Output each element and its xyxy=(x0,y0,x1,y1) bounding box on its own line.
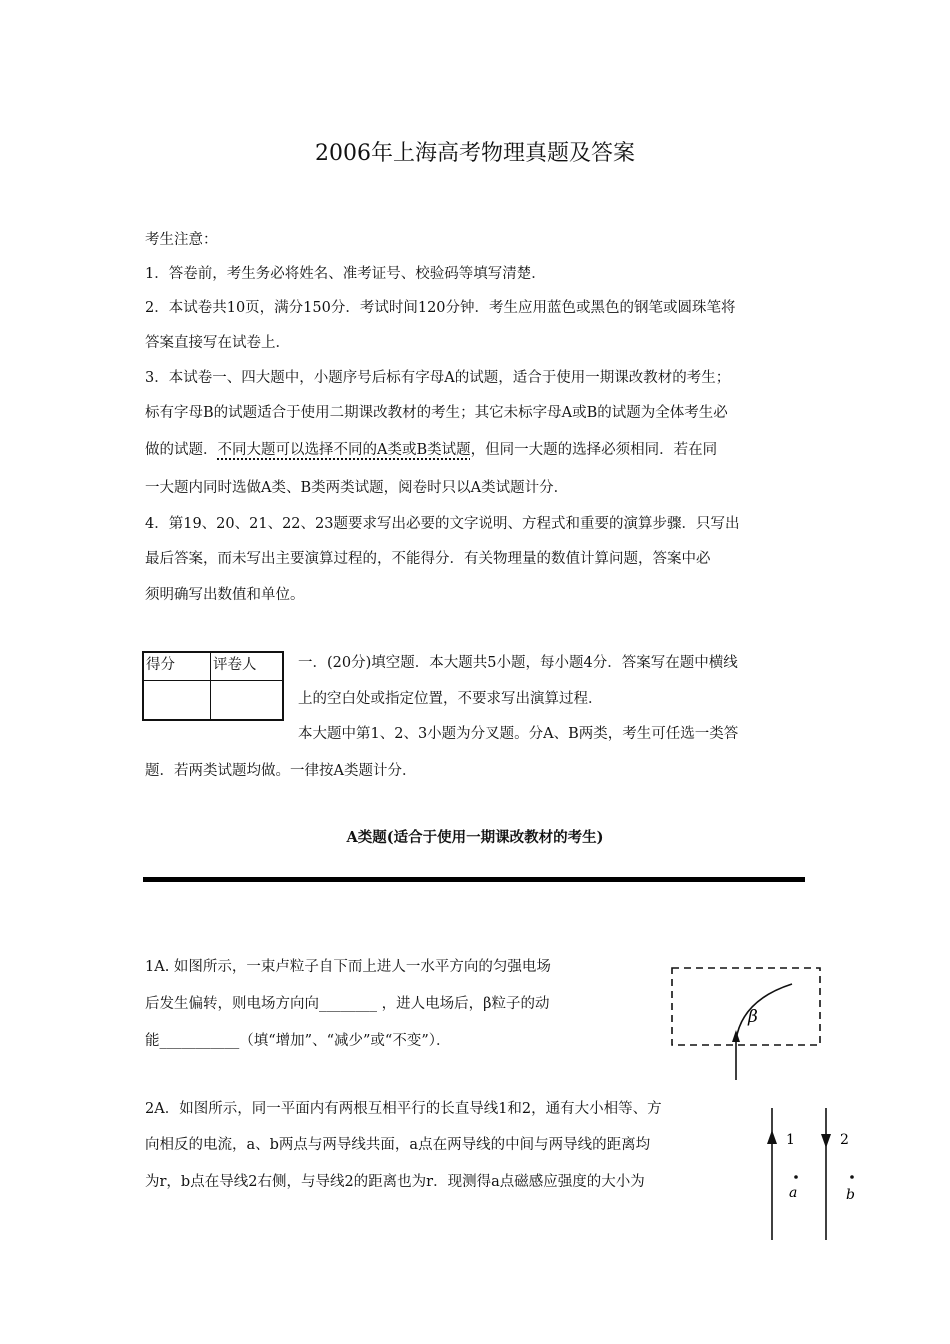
notice-item-4-line-2: 最后答案，而未写出主要演算过程的，不能得分．有关物理量的数值计算问题，答案中必 xyxy=(145,551,711,567)
q2a-line-2: 向相反的电流，a、b两点与两导线共面，a点在两导线的中间与两导线的距离均 xyxy=(145,1137,651,1153)
electric-field-figure xyxy=(660,960,840,1085)
q1a-line-3: 能___________（填“增加”、“减少”或“不变”）． xyxy=(145,1033,451,1049)
notice-item-2-line-2: 答案直接写在试卷上． xyxy=(145,335,290,351)
a-section-title: A类题(适合于使用一期课改教材的考生) xyxy=(346,829,604,846)
notice-item-3-line-4: 一大题内同时选做A类、B类两类试题，阅卷时只以A类试题计分． xyxy=(145,480,569,496)
field-region-box xyxy=(672,968,820,1045)
wire-2-label: 2 xyxy=(840,1132,849,1148)
arrow-down-icon xyxy=(821,1134,831,1148)
notice-item-3-line-3-a: 做的试题． xyxy=(145,442,218,458)
section-1-line-3: 本大题中第1、2、3小题为分叉题。分A、B两类，考生可任选一类答 xyxy=(298,726,739,742)
q1a-line-2: 后发生偏转，则电场方向向________ ，进人电场后，β粒子的动 xyxy=(145,996,550,1012)
beta-label: β xyxy=(748,1007,758,1027)
notice-item-3-line-1: 3．本试卷一、四大题中，小题序号后标有字母A的试题，适合于使用一期课改教材的考生； xyxy=(145,370,731,386)
notice-item-4-line-3: 须明确写出数值和单位。 xyxy=(145,587,305,603)
notice-item-2-line-1: 2．本试卷共10页，满分150分．考试时间120分钟．考生应用蓝色或黑色的钢笔或圆珠笔将 xyxy=(145,300,736,316)
q2a-line-3: 为r，b点在导线2右侧，与导线2的距离也为r．现测得a点磁感应强度的大小为 xyxy=(145,1174,645,1190)
wire-1-label: 1 xyxy=(786,1132,795,1148)
notice-item-3-line-2: 标有字母B的试题适合于使用二期课改教材的考生；其它未标字母A或B的试题为全体考生必 xyxy=(145,405,728,421)
q2a-line-1: 2A．如图所示，同一平面内有两根互相平行的长直导线1和2，通有大小相等、方 xyxy=(145,1101,662,1117)
score-header: 得分 xyxy=(143,652,211,680)
score-cell[interactable] xyxy=(143,680,211,720)
section-divider xyxy=(143,877,805,882)
point-b-label: b xyxy=(846,1187,855,1203)
arrow-up-icon xyxy=(732,1030,740,1042)
notice-item-3-emphasis: 不同大题可以选择不同的A类或B类试题 xyxy=(217,442,471,458)
section-1-line-1: 一．(20分)填空题．本大题共5小题，每小题4分．答案写在题中横线 xyxy=(298,655,738,671)
grader-cell[interactable] xyxy=(211,680,284,720)
point-a-dot xyxy=(794,1175,798,1179)
notice-item-3-line-3-c: ，但同一大题的选择必须相同．若在同 xyxy=(470,442,718,458)
grader-header: 评卷人 xyxy=(211,652,284,680)
notice-item-3-line-3 xyxy=(145,438,717,459)
notice-heading: 考生注意： xyxy=(145,232,218,248)
score-table xyxy=(142,651,284,721)
point-a-label: a xyxy=(789,1185,798,1201)
beta-particle-path xyxy=(736,984,792,1080)
section-1-line-2: 上的空白处或指定位置，不要求写出演算过程． xyxy=(298,691,603,707)
q1a-line-1: 1A. 如图所示，一束卢粒子自下而上进人一水平方向的匀强电场 xyxy=(145,959,551,975)
parallel-wires-figure xyxy=(760,1100,870,1244)
notice-item-1: 1．答卷前，考生务必将姓名、准考证号、校验码等填写清楚． xyxy=(145,266,546,282)
point-b-dot xyxy=(850,1175,854,1179)
arrow-up-icon xyxy=(767,1130,777,1144)
section-1-line-4: 题．若两类试题均做。一律按A类题计分． xyxy=(145,763,417,779)
page-title: 2006年上海高考物理真题及答案 xyxy=(315,141,635,166)
notice-item-4-line-1: 4．第19、20、21、22、23题要求写出必要的文字说明、方程式和重要的演算步骤．只写出 xyxy=(145,516,740,532)
